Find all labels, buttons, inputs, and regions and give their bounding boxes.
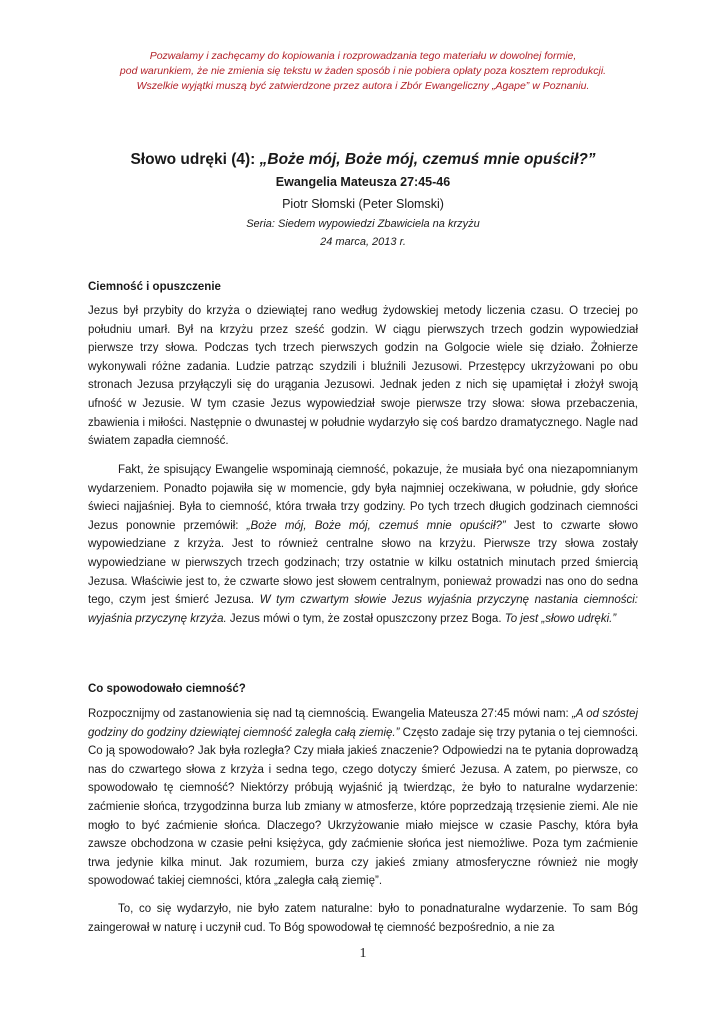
text-run: Jest to czwarte słowo wypowiedziane z krzyża. Jest to również centralne słowo na krzyżu. Pierwsze trzy słowa zostały wypowiedziane w pierwszych trzech godzinach; trzy ostatnie w kilku ostatnich minutach przed śmiercią Jezusa. Właściwie jest to, że czwarte słowo jest słowem centralnym, ponieważ prowadzi nas ono do sedna tego, czym jest śmierć Jezusa. [88,519,638,607]
paragraph [88,461,638,653]
section-heading: Co spowodowało ciemność? [88,683,246,695]
paragraph [88,900,638,938]
text-run: Jezus mówi o tym, że został opuszczony przez Boga. [226,612,505,625]
copyright-notice [88,49,638,94]
paragraph: Jezus był przybity do krzyża o dziewiątej rano według żydowskiej metody liczenia czasu. O trzeciej po południu umarł. Był na krzyżu przez sześć godzin. W ciągu pierwszych trzech godzin wypowiedział pierwsze trzy słowa. Podczas tych trzech pierwszych godzin na Golgocie wiele się działo. Żołnierze wykonywali różne zadania. Ludzie patrząc szydzili i bluźnili Jezusowi. Przestępcy ukrzyżowani po obu stronach Jezusa przyłączyli się do urągania Jezusowi. Jednak jeden z nich się upamiętał i złożył swoją ufność w Jezusie. W tym czasie Jezus wypowiedział swoje pierwsze trzy słowa: słowa przebaczenia, zbawienia i miłości. Następnie o dwunastej w południe wydarzyło się coś bardzo dramatycznego. Nagle nad światem zapadła ciemność. [88,305,638,448]
notice-line: Wszelkie wyjątki muszą być zatwierdzone przez autora i Zbór Ewangeliczny „Agape” w Poznaniu. [136,80,590,92]
paragraph [88,705,638,894]
emphasis-text: W tym czwartym słowie Jezus wyjaśnia przyczynę nastania ciemności: wyjaśnia przyczynę krzyża. [88,594,638,625]
quote-text: „Boże mój, Boże mój, czemuś mnie opuścił?” [246,519,506,532]
text-run: Rozpocznijmy od zastanowienia się nad tą ciemnością. Ewangelia Mateusza 27:45 mówi nam: [88,708,572,720]
text-run: To, co się wydarzyło, nie było zatem naturalne: było to ponadnaturalne wydarzenie. To sam Bóg zaingerował w naturę i uczynił cud. To Bóg spowodował tę ciemność bezpośrednio, a nie za [88,903,638,934]
scripture-reference: Ewangelia Mateusza 27:45-46 [275,175,451,189]
notice-line: pod warunkiem, że nie zmienia się tekstu w żaden sposób i nie pobiera opłaty poza kosztem reprodukcji. [119,65,607,77]
title-quote: „Boże mój, Boże mój, czemuś mnie opuścił?” [259,151,596,168]
sermon-title [88,150,638,170]
series-name: Seria: Siedem wypowiedzi Zbawiciela na krzyżu [246,218,480,230]
quote-text: „A od szóstej godziny do godziny dziewiątej ciemność zaległa całą ziemię.” [88,708,638,739]
title-prefix: Słowo udręki (4): [130,151,260,168]
page-number: 1 [359,946,367,961]
notice-line: Pozwalamy i zachęcamy do kopiowania i rozprowadzania tego materiału w dowolnej formie, [149,50,577,62]
author-name: Piotr Słomski (Peter Slomski) [282,197,444,211]
text-run: Fakt, że spisujący Ewangelie wspominają ciemność, pokazuje, że musiała być ona niezapomnianym wydarzeniem. Ponadto pojawiła się w momencie, gdy była najmniej oczekiwana, w południe, gdy słońce świeci najjaśniej. Była to ciemność, która trwała trzy godziny. Po tych trzech długich godzinach ciemności Jezus ponownie przemówił: [88,464,638,532]
sermon-date: 24 marca, 2013 r. [320,236,406,248]
text-run: Często zadaje się trzy pytania o tej ciemności. Co ją spowodowało? Jak była rozległa? Czy miała jakieś znaczenie? Odpowiedzi na te pytania doprowadzą nas do czwartego słowa z krzyża i sedna tego, czego dotyczy śmierć Jezusa. A zatem, po pierwsze, co spowodowało tę ciemność? Niektórzy próbują wyjaśnić ją twierdząc, że było to naturalne wydarzenie: zaćmienie słońca, trzygodzinna burza lub zmiany w atmosferze, które poprzedzają trzęsienie ziemi. Ale nie mogło to być zaćmienie słońca. Dlaczego? Ukrzyżowanie miało miejsce w czasie Paschy, która była zawsze obchodzona w czasie pełni księżyca, gdy zaćmienie słońca jest niemożliwe. Poza tym zaćmienie trwa jedynie kilka minut. Jak rozumiem, burza czy jakieś zmiany atmosferyczne również nie mogły spowodować takiej ciemności, która „zaległa całą ziemię”. [88,726,638,888]
section-heading: Ciemność i opuszczenie [88,281,221,293]
emphasis-text: To jest „słowo udręki.” [504,612,617,625]
